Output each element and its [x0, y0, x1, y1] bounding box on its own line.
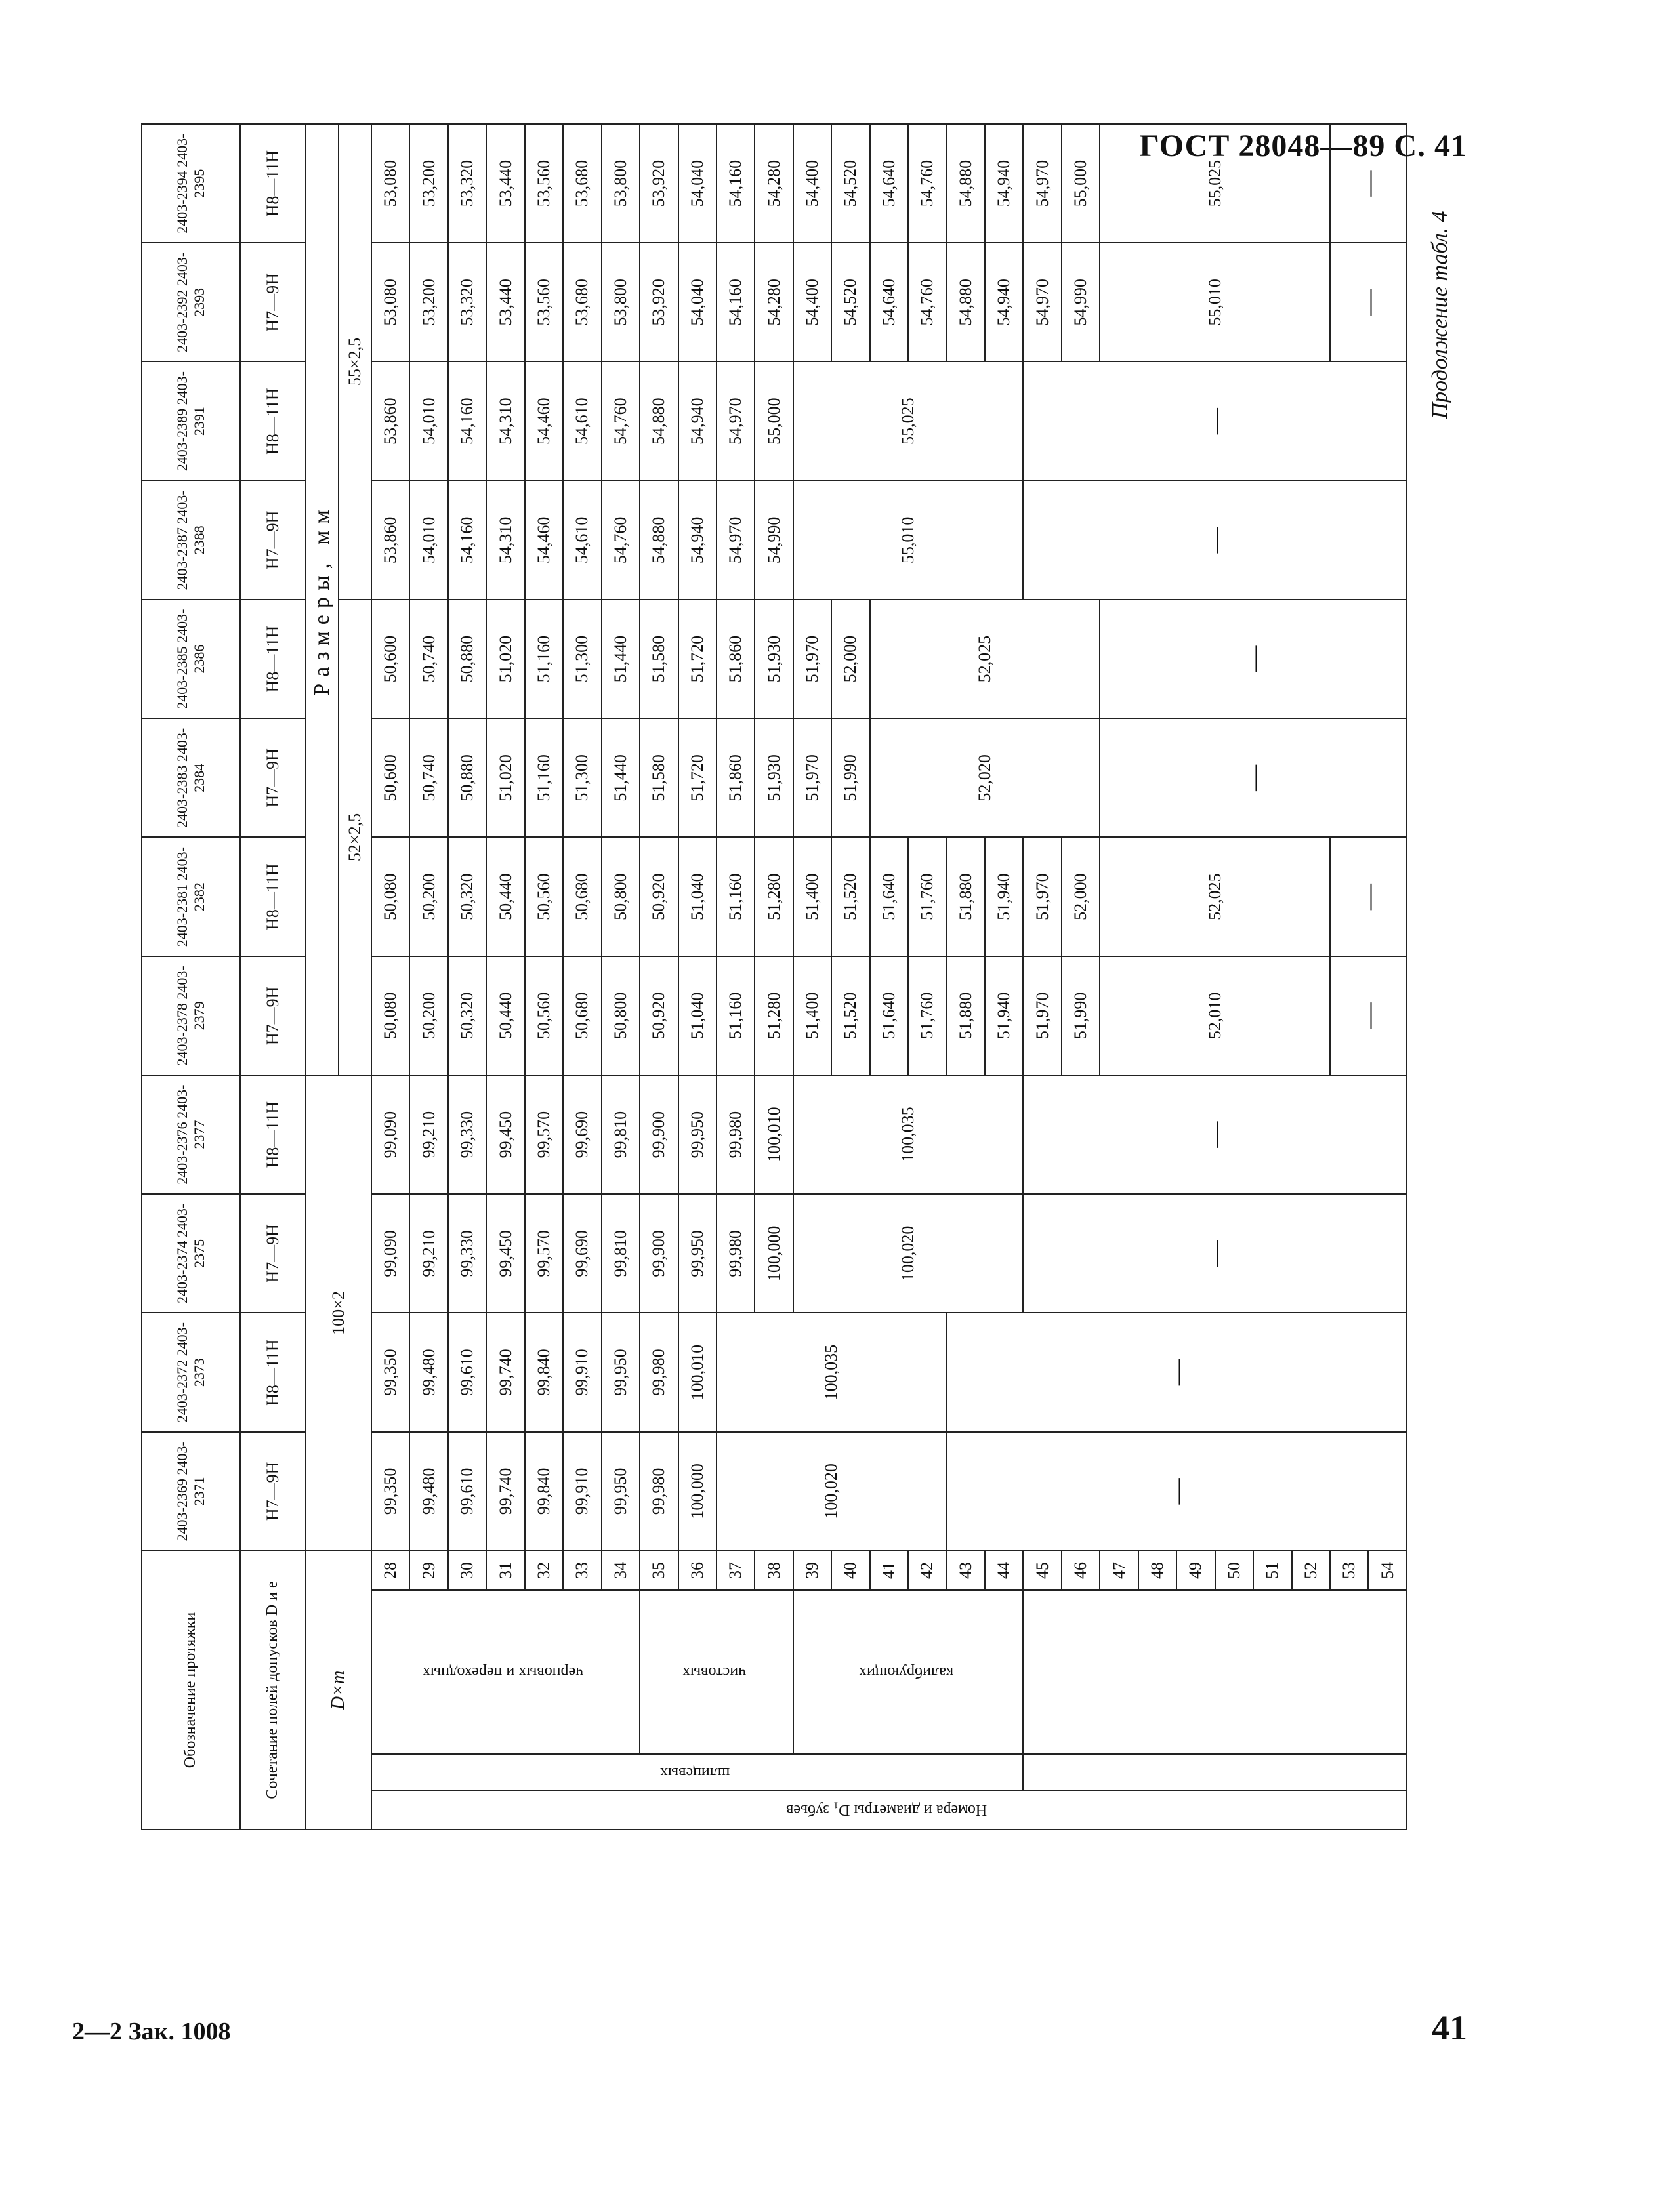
diameter-value: 53,800: [602, 243, 640, 361]
empty-dash: —: [1023, 1194, 1407, 1313]
tooth-number: 39: [793, 1551, 831, 1590]
empty-dash: —: [947, 1432, 1407, 1551]
tooth-number: 48: [1138, 1551, 1176, 1590]
diameter-value: 54,400: [793, 124, 831, 243]
diameter-value: 99,350: [371, 1432, 409, 1551]
diameter-value: 51,020: [486, 718, 524, 837]
diameter-value: 54,280: [755, 243, 793, 361]
tooth-number: 44: [985, 1551, 1023, 1590]
diameter-value: 51,970: [793, 600, 831, 718]
diameter-value: 99,900: [640, 1075, 678, 1194]
empty-dash: —: [1330, 243, 1407, 361]
diameter-value: 51,520: [831, 956, 869, 1075]
tolerance-fit: H7—9H: [240, 956, 306, 1075]
diameter-value: 51,640: [870, 956, 908, 1075]
diameter-value: 99,950: [602, 1313, 640, 1431]
diameter-value: 52,025: [870, 600, 1100, 718]
diameter-value: 53,920: [640, 124, 678, 243]
diameter-value: 55,000: [1062, 124, 1100, 243]
diameter-value: 52,000: [1062, 837, 1100, 956]
diameter-value: 53,320: [448, 124, 486, 243]
diameter-value: 99,330: [448, 1075, 486, 1194]
tooth-number: 41: [870, 1551, 908, 1590]
diameter-value: 99,740: [486, 1432, 524, 1551]
row-label-spline: [371, 1754, 1023, 1790]
sizes-title: Размеры, мм: [306, 124, 339, 1075]
broach-code: 2403-2378 2403-2379: [142, 956, 240, 1075]
tolerance-fit: H8—11H: [240, 600, 306, 718]
diameter-value: 100,020: [717, 1432, 947, 1551]
diameter-value: 53,200: [409, 124, 447, 243]
diameter-value: 100,020: [793, 1194, 1024, 1313]
diameter-value: 50,800: [602, 956, 640, 1075]
diameter-value: 52,020: [870, 718, 1100, 837]
dxm-value: 52×2,5: [339, 600, 371, 1075]
diameter-value: 50,560: [525, 837, 563, 956]
diameter-value: 50,320: [448, 956, 486, 1075]
tolerance-fit: H8—11H: [240, 1075, 306, 1194]
diameter-value: 100,000: [678, 1432, 717, 1551]
diameter-value: 52,000: [831, 600, 869, 718]
diameter-value: 99,690: [563, 1194, 601, 1313]
diameter-value: 99,450: [486, 1075, 524, 1194]
diameter-value: 54,990: [1062, 243, 1100, 361]
tooth-number: 40: [831, 1551, 869, 1590]
diameter-value: 50,440: [486, 956, 524, 1075]
diameter-value: 51,990: [1062, 956, 1100, 1075]
diameter-value: 99,740: [486, 1313, 524, 1431]
diameter-value: 51,970: [793, 718, 831, 837]
tooth-number: 54: [1368, 1551, 1407, 1590]
diameter-value: 54,970: [717, 481, 755, 600]
diameter-value: 54,760: [602, 361, 640, 480]
diameter-value: 51,880: [947, 956, 985, 1075]
tooth-number: 37: [717, 1551, 755, 1590]
tolerance-fit: H8—11H: [240, 1313, 306, 1431]
broach-code: 2403-2389 2403-2391: [142, 361, 240, 480]
diameter-value: 54,990: [755, 481, 793, 600]
group-blank: [1023, 1590, 1407, 1754]
diameter-value: 99,450: [486, 1194, 524, 1313]
diameter-value: 54,640: [870, 124, 908, 243]
diameter-value: 50,320: [448, 837, 486, 956]
diameter-value: 99,840: [525, 1432, 563, 1551]
diameter-value: 100,010: [755, 1075, 793, 1194]
diameter-value: 99,980: [640, 1313, 678, 1431]
diameter-value: 54,310: [486, 361, 524, 480]
diameter-value: 50,560: [525, 956, 563, 1075]
diameter-value: 99,950: [602, 1432, 640, 1551]
broach-code: 2403-2385 2403-2386: [142, 600, 240, 718]
empty-dash: —: [1100, 600, 1407, 718]
diameter-value: 51,930: [755, 718, 793, 837]
diameter-value: 54,970: [717, 361, 755, 480]
diameter-value: 99,090: [371, 1194, 409, 1313]
broach-code: 2403-2374 2403-2375: [142, 1194, 240, 1313]
diameter-value: 51,400: [793, 956, 831, 1075]
diameter-value: 50,920: [640, 837, 678, 956]
tooth-number: 36: [678, 1551, 717, 1590]
diameter-value: 55,025: [793, 361, 1024, 480]
diameter-value: 51,520: [831, 837, 869, 956]
diameter-value: 51,400: [793, 837, 831, 956]
diameter-value: 51,300: [563, 718, 601, 837]
diameter-value: 53,200: [409, 243, 447, 361]
diameter-value: 99,350: [371, 1313, 409, 1431]
diameter-value: 99,810: [602, 1075, 640, 1194]
diameter-value: 54,280: [755, 124, 793, 243]
tooth-number: 46: [1062, 1551, 1100, 1590]
diameter-value: 51,860: [717, 600, 755, 718]
empty-dash: —: [1023, 481, 1407, 600]
tooth-number: 33: [563, 1551, 601, 1590]
tooth-number: 31: [486, 1551, 524, 1590]
diameter-value: 99,210: [409, 1075, 447, 1194]
footer-print-order: 2—2 Зак. 1008: [72, 2018, 231, 2045]
diameter-value: 50,880: [448, 600, 486, 718]
diameter-value: 54,040: [678, 124, 717, 243]
broach-code: 2403-2392 2403-2393: [142, 243, 240, 361]
diameter-value: 54,400: [793, 243, 831, 361]
diameter-value: 51,040: [678, 956, 717, 1075]
header-dxm: D×m: [306, 1551, 371, 1830]
diameter-value: 99,840: [525, 1313, 563, 1431]
diameter-value: 51,300: [563, 600, 601, 718]
diameter-value: 54,160: [717, 124, 755, 243]
diameter-value: 51,160: [525, 718, 563, 837]
broach-code: 2403-2381 2403-2382: [142, 837, 240, 956]
diameter-value: 51,160: [525, 600, 563, 718]
row-label-spline-blank: [1023, 1754, 1407, 1790]
tolerance-fit: H7—9H: [240, 1432, 306, 1551]
diameter-value: 54,940: [678, 361, 717, 480]
broach-code: 2403-2387 2403-2388: [142, 481, 240, 600]
diameter-value: 54,760: [908, 243, 946, 361]
diameter-value: 50,080: [371, 956, 409, 1075]
diameter-value: 54,940: [985, 243, 1023, 361]
tooth-number: 51: [1253, 1551, 1291, 1590]
header-broach-designation: Обозначение протяжки: [142, 1551, 240, 1830]
diameter-value: 99,900: [640, 1194, 678, 1313]
diameter-value: 50,880: [448, 718, 486, 837]
empty-dash: —: [1023, 1075, 1407, 1194]
group-rough-teeth-text: черновых и переходных: [423, 1664, 584, 1681]
tooth-number: 35: [640, 1551, 678, 1590]
diameter-value: 51,440: [602, 600, 640, 718]
tolerance-fit: H7—9H: [240, 481, 306, 600]
diameter-value: 50,800: [602, 837, 640, 956]
dimensions-table: [141, 123, 1407, 1830]
row-label-tooth-numbers: [371, 1790, 1407, 1830]
diameter-value: 51,280: [755, 837, 793, 956]
tooth-number: 38: [755, 1551, 793, 1590]
dxm-value: 55×2,5: [339, 124, 371, 600]
diameter-value: 51,860: [717, 718, 755, 837]
diameter-value: 51,580: [640, 600, 678, 718]
diameter-value: 99,480: [409, 1432, 447, 1551]
diameter-value: 99,950: [678, 1194, 717, 1313]
tooth-number: 50: [1215, 1551, 1253, 1590]
diameter-value: 52,025: [1100, 837, 1330, 956]
rotated-table-wrapper: [141, 125, 1407, 1830]
diameter-value: 99,570: [525, 1075, 563, 1194]
diameter-value: 50,440: [486, 837, 524, 956]
diameter-value: 55,025: [1100, 124, 1330, 243]
diameter-value: 99,980: [717, 1194, 755, 1313]
tooth-number: 43: [947, 1551, 985, 1590]
diameter-value: 51,760: [908, 837, 946, 956]
diameter-value: 99,610: [448, 1313, 486, 1431]
diameter-value: 50,740: [409, 600, 447, 718]
diameter-value: 54,760: [908, 124, 946, 243]
diameter-value: 99,570: [525, 1194, 563, 1313]
diameter-value: 51,280: [755, 956, 793, 1075]
diameter-value: 51,040: [678, 837, 717, 956]
diameter-value: 100,010: [678, 1313, 717, 1431]
diameter-value: 99,090: [371, 1075, 409, 1194]
diameter-value: 100,035: [793, 1075, 1024, 1194]
diameter-value: 52,010: [1100, 956, 1330, 1075]
tooth-number: 47: [1100, 1551, 1138, 1590]
empty-dash: —: [1330, 956, 1407, 1075]
tooth-number: 49: [1176, 1551, 1215, 1590]
diameter-value: 54,880: [640, 481, 678, 600]
tolerance-fit: H7—9H: [240, 243, 306, 361]
diameter-value: 53,680: [563, 243, 601, 361]
diameter-value: 55,000: [755, 361, 793, 480]
diameter-value: 50,200: [409, 956, 447, 1075]
tooth-number: 30: [448, 1551, 486, 1590]
diameter-value: 100,035: [717, 1313, 947, 1431]
diameter-value: 54,640: [870, 243, 908, 361]
tooth-number: 45: [1023, 1551, 1061, 1590]
diameter-value: 51,640: [870, 837, 908, 956]
diameter-value: 51,720: [678, 718, 717, 837]
diameter-value: 51,940: [985, 956, 1023, 1075]
tooth-number: 53: [1330, 1551, 1368, 1590]
diameter-value: 53,560: [525, 243, 563, 361]
diameter-value: 51,930: [755, 600, 793, 718]
tooth-number: 29: [409, 1551, 447, 1590]
diameter-value: 51,990: [831, 718, 869, 837]
diameter-value: 51,160: [717, 837, 755, 956]
diameter-value: 55,010: [793, 481, 1024, 600]
diameter-value: 54,460: [525, 481, 563, 600]
diameter-value: 99,810: [602, 1194, 640, 1313]
dxm-value: 100×2: [306, 1075, 371, 1551]
diameter-value: 54,310: [486, 481, 524, 600]
header-tolerance-fits: Сочетание полей допусков D и e: [240, 1551, 306, 1830]
tolerance-fit: H8—11H: [240, 361, 306, 480]
empty-dash: —: [1023, 361, 1407, 480]
tolerance-fit: H8—11H: [240, 124, 306, 243]
empty-dash: —: [1330, 124, 1407, 243]
diameter-value: 50,740: [409, 718, 447, 837]
diameter-value: 51,580: [640, 718, 678, 837]
diameter-value: 54,520: [831, 243, 869, 361]
row-label-spline-text: шлицевых: [660, 1764, 730, 1781]
diameter-value: 54,880: [640, 361, 678, 480]
diameter-value: 54,040: [678, 243, 717, 361]
tooth-number: 42: [908, 1551, 946, 1590]
tooth-number: 52: [1292, 1551, 1330, 1590]
tolerance-fit: H7—9H: [240, 718, 306, 837]
diameter-value: 54,520: [831, 124, 869, 243]
diameter-value: 99,980: [717, 1075, 755, 1194]
diameter-value: 54,460: [525, 361, 563, 480]
diameter-value: 53,920: [640, 243, 678, 361]
broach-code: 2403-2376 2403-2377: [142, 1075, 240, 1194]
continuation-label: Продолжение табл. 4: [1428, 211, 1452, 419]
page-header: ГОСТ 28048—89 С. 41: [1139, 129, 1467, 163]
diameter-value: 99,330: [448, 1194, 486, 1313]
diameter-value: 54,610: [563, 361, 601, 480]
group-finish-teeth: [640, 1590, 793, 1754]
tolerance-fit: H7—9H: [240, 1194, 306, 1313]
diameter-value: 99,950: [678, 1075, 717, 1194]
diameter-value: 50,200: [409, 837, 447, 956]
diameter-value: 51,940: [985, 837, 1023, 956]
group-finish-teeth-text: чистовых: [682, 1664, 747, 1681]
group-calibrating-teeth: [793, 1590, 1024, 1754]
diameter-value: 99,910: [563, 1313, 601, 1431]
diameter-value: 54,160: [448, 361, 486, 480]
diameter-value: 54,160: [717, 243, 755, 361]
diameter-value: 53,440: [486, 243, 524, 361]
tooth-number: 28: [371, 1551, 409, 1590]
page-number: 41: [1432, 2008, 1467, 2047]
diameter-value: 99,910: [563, 1432, 601, 1551]
tolerance-fit: H8—11H: [240, 837, 306, 956]
diameter-value: 53,440: [486, 124, 524, 243]
diameter-value: 51,160: [717, 956, 755, 1075]
diameter-value: 51,880: [947, 837, 985, 956]
diameter-value: 99,980: [640, 1432, 678, 1551]
diameter-value: 99,690: [563, 1075, 601, 1194]
diameter-value: 50,680: [563, 837, 601, 956]
diameter-value: 54,160: [448, 481, 486, 600]
diameter-value: 50,920: [640, 956, 678, 1075]
diameter-value: 54,610: [563, 481, 601, 600]
diameter-value: 99,610: [448, 1432, 486, 1551]
diameter-value: 54,940: [678, 481, 717, 600]
diameter-value: 54,010: [409, 481, 447, 600]
diameter-value: 50,680: [563, 956, 601, 1075]
group-rough-teeth: [371, 1590, 640, 1754]
empty-dash: —: [947, 1313, 1407, 1431]
empty-dash: —: [1330, 837, 1407, 956]
diameter-value: 53,080: [371, 124, 409, 243]
diameter-value: 54,970: [1023, 243, 1061, 361]
diameter-value: 50,080: [371, 837, 409, 956]
broach-code: 2403-2383 2403-2384: [142, 718, 240, 837]
diameter-value: 54,760: [602, 481, 640, 600]
diameter-value: 51,440: [602, 718, 640, 837]
empty-dash: —: [1100, 718, 1407, 837]
diameter-value: 53,860: [371, 361, 409, 480]
tooth-number: 32: [525, 1551, 563, 1590]
diameter-value: 55,010: [1100, 243, 1330, 361]
broach-code: 2403-2372 2403-2373: [142, 1313, 240, 1431]
diameter-value: 54,010: [409, 361, 447, 480]
diameter-value: 53,560: [525, 124, 563, 243]
diameter-value: 51,970: [1023, 837, 1061, 956]
group-calibrating-teeth-text: калибрующих: [858, 1664, 953, 1681]
diameter-value: 54,970: [1023, 124, 1061, 243]
diameter-value: 54,940: [985, 124, 1023, 243]
diameter-value: 51,020: [486, 600, 524, 718]
diameter-value: 51,720: [678, 600, 717, 718]
diameter-value: 99,480: [409, 1313, 447, 1431]
diameter-value: 53,680: [563, 124, 601, 243]
broach-code: 2403-2369 2403-2371: [142, 1432, 240, 1551]
row-label-tooth-numbers-text: Номера и диаметры D₁ зубьев: [786, 1801, 988, 1819]
diameter-value: 50,600: [371, 718, 409, 837]
broach-code: 2403-2394 2403-2395: [142, 124, 240, 243]
diameter-value: 53,080: [371, 243, 409, 361]
diameter-value: 53,320: [448, 243, 486, 361]
diameter-value: 99,210: [409, 1194, 447, 1313]
diameter-value: 53,800: [602, 124, 640, 243]
diameter-value: 100,000: [755, 1194, 793, 1313]
diameter-value: 53,860: [371, 481, 409, 600]
diameter-value: 54,880: [947, 124, 985, 243]
diameter-value: 54,880: [947, 243, 985, 361]
diameter-value: 51,760: [908, 956, 946, 1075]
tooth-number: 34: [602, 1551, 640, 1590]
diameter-value: 51,970: [1023, 956, 1061, 1075]
diameter-value: 50,600: [371, 600, 409, 718]
